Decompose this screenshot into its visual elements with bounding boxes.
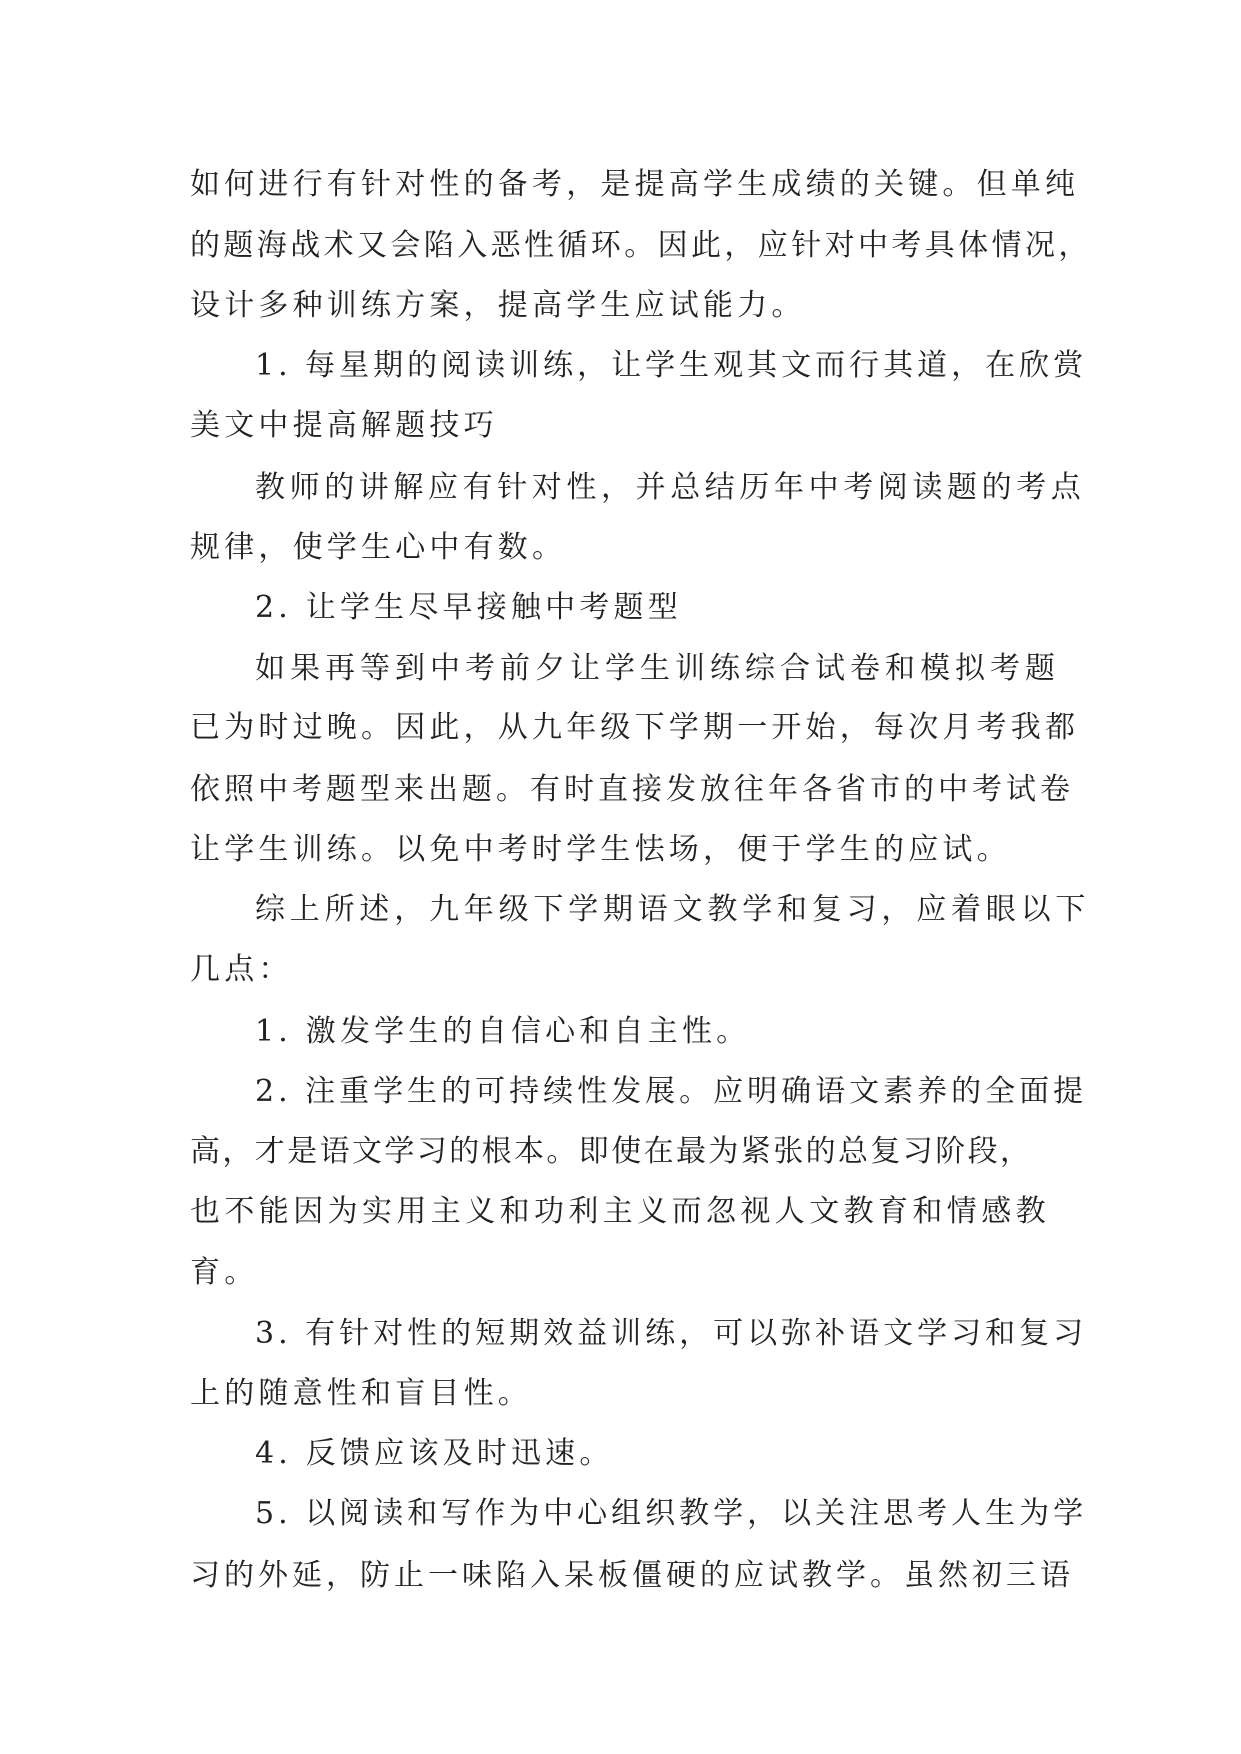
text-line: 也不能因为实用主义和功利主义而忽视人文教育和情感教 [190,1194,1050,1229]
text-line: 教师的讲解应有针对性，并总结历年中考阅读题的考点 [255,470,1086,505]
text-line: 育。 [190,1255,259,1290]
text-line: 5. 以阅读和写作为中心组织教学，以关注思考人生为学 [255,1496,1088,1531]
text-line: 规律，使学生心中有数。 [190,530,567,565]
text-line: 美文中提高解题技巧 [190,408,498,443]
text-line: 2. 注重学生的可持续性发展。应明确语文素养的全面提 [255,1074,1088,1109]
text-line: 如果再等到中考前夕让学生训练综合试卷和模拟考题 [255,651,1060,686]
text-line: 高，才是语文学习的根本。即使在最为紧张的总复习阶段， [190,1134,1033,1169]
text-line: 上的随意性和盲目性。 [190,1376,532,1411]
text-line: 的题海战术又会陷入恶性循环。因此，应针对中考具体情况， [190,228,1092,263]
text-line: 4. 反馈应该及时迅速。 [255,1436,614,1471]
text-line: 习的外延，防止一味陷入呆板僵硬的应试教学。虽然初三语 [190,1558,1074,1593]
text-line: 已为时过晚。因此，从九年级下学期一开始，每次月考我都 [190,710,1080,745]
text-line: 1. 每星期的阅读训练，让学生观其文而行其道，在欣赏 [255,348,1088,383]
text-line: 依照中考题型来出题。有时直接发放往年各省市的中考试卷 [190,772,1074,807]
text-line: 如何进行有针对性的备考，是提高学生成绩的关键。但单纯 [190,167,1080,202]
text-line: 让学生训练。以免中考时学生怯场，便于学生的应试。 [190,832,1011,867]
text-line: 几点： [190,952,293,987]
text-line: 设计多种训练方案，提高学生应试能力。 [190,288,806,323]
text-line: 1. 激发学生的自信心和自主性。 [255,1014,751,1049]
text-line: 综上所述，九年级下学期语文教学和复习，应着眼以下 [255,892,1091,927]
text-line: 3. 有针对性的短期效益训练，可以弥补语文学习和复习 [255,1316,1088,1351]
text-line: 2. 让学生尽早接触中考题型 [255,590,682,625]
